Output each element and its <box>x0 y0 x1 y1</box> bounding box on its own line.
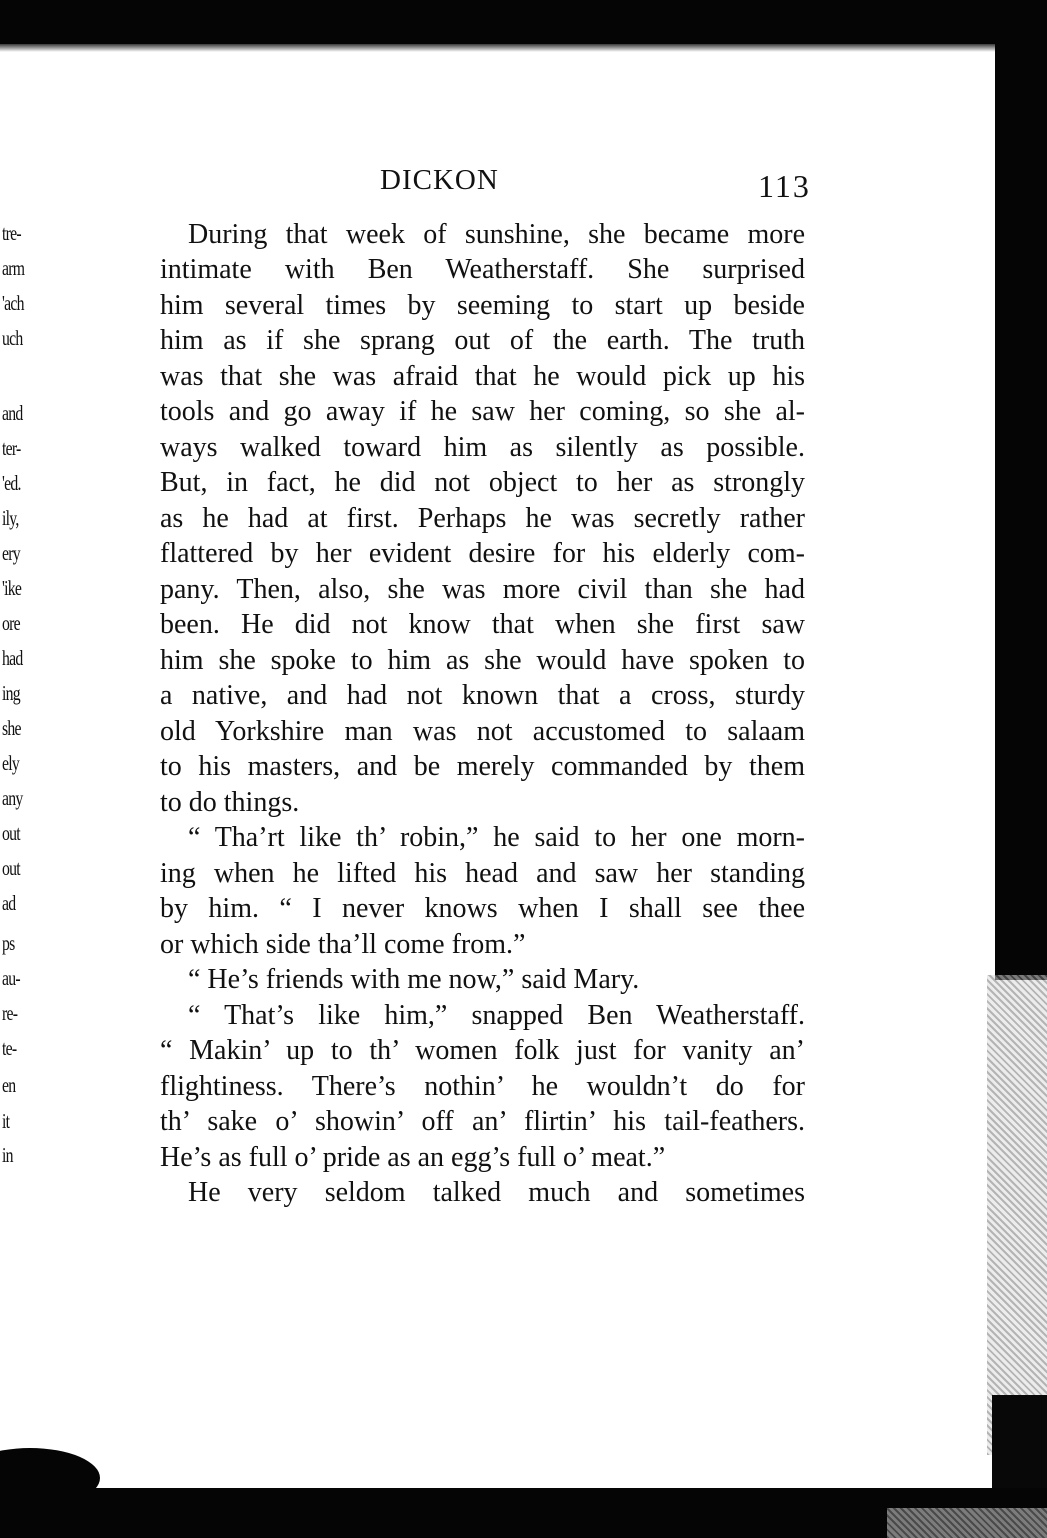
text-line: But, in fact, he did not object to her as strongly <box>160 467 805 498</box>
text-line: He very seldom talked much and sometimes <box>188 1177 805 1208</box>
text-line: him as if she sprang out of the earth. The truth <box>160 325 805 356</box>
facing-fragment: out <box>2 856 20 880</box>
facing-fragment: arm <box>2 256 25 280</box>
facing-fragment: ery <box>2 541 20 565</box>
page-number: 113 <box>758 168 811 204</box>
text-line: intimate with Ben Weatherstaff. She surprised <box>160 254 805 285</box>
facing-fragment: ad <box>2 891 16 915</box>
text-line: “ Tha’rt like th’ robin,” he said to her one morn- <box>188 822 805 853</box>
facing-fragment: uch <box>2 326 23 350</box>
scan-right-border <box>995 30 1047 980</box>
text-line: to do things. <box>160 787 300 818</box>
scan-top-shadow <box>0 44 1047 52</box>
facing-fragment: she <box>2 716 21 740</box>
facing-fragment: te- <box>2 1036 17 1060</box>
text-line: ways walked toward him as silently as possible. <box>160 432 805 463</box>
text-line: During that week of sunshine, she became more <box>188 219 805 250</box>
facing-fragment: ter- <box>2 436 21 460</box>
facing-fragment: ely <box>2 751 19 775</box>
text-line: “ Makin’ up to th’ women folk just for vanity an’ <box>160 1035 805 1066</box>
facing-fragment: ing <box>2 681 20 705</box>
scan-right-noise <box>987 975 1047 1455</box>
facing-fragment: out <box>2 821 20 845</box>
facing-fragment: and <box>2 401 23 425</box>
text-line: to his masters, and be merely commanded by them <box>160 751 805 782</box>
text-line: flightiness. There’s nothin’ he wouldn’t do for <box>160 1071 805 1102</box>
running-head-title: DICKON <box>380 164 499 196</box>
text-line: or which side tha’ll come from.” <box>160 929 526 960</box>
facing-fragment: 'ed. <box>2 471 21 495</box>
text-line: ing when he lifted his head and saw her standing <box>160 858 805 889</box>
text-line: “ He’s friends with me now,” said Mary. <box>188 964 640 995</box>
facing-fragment: au- <box>2 966 20 990</box>
text-line: was that she was afraid that he would pick up his <box>160 361 805 392</box>
text-line: by him. “ I never knows when I shall see thee <box>160 893 805 924</box>
text-line: tools and go away if he saw her coming, so she al- <box>160 396 805 427</box>
facing-fragment: had <box>2 646 23 670</box>
scan-bottom-noise <box>887 1508 1047 1538</box>
text-line: He’s as full o’ pride as an egg’s full o’ meat.” <box>160 1142 666 1173</box>
facing-fragment: in <box>2 1143 13 1167</box>
text-line: “ That’s like him,” snapped Ben Weatherstaff. <box>188 1000 805 1031</box>
facing-fragment: ily, <box>2 506 19 530</box>
scan-top-border <box>0 0 1047 44</box>
facing-fragment: tre- <box>2 221 21 245</box>
text-line: a native, and had not known that a cross, sturdy <box>160 680 805 711</box>
scan-right-corner <box>992 1395 1047 1490</box>
facing-fragment: ps <box>2 931 15 955</box>
text-line: him she spoke to him as she would have spoken to <box>160 645 805 676</box>
facing-fragment: any <box>2 786 23 810</box>
text-line: old Yorkshire man was not accustomed to salaam <box>160 716 805 747</box>
facing-fragment: it <box>2 1109 10 1133</box>
text-line: him several times by seeming to start up beside <box>160 290 805 321</box>
facing-fragment: en <box>2 1073 16 1097</box>
text-line: been. He did not know that when she first saw <box>160 609 805 640</box>
facing-fragment: ore <box>2 611 20 635</box>
text-line: th’ sake o’ showin’ off an’ flirtin’ his tail-feathers. <box>160 1106 805 1137</box>
text-line: as he had at first. Perhaps he was secretly rather <box>160 503 805 534</box>
text-line: flattered by her evident desire for his elderly com- <box>160 538 805 569</box>
facing-fragment: re- <box>2 1001 18 1025</box>
facing-fragment: 'ach <box>2 291 24 315</box>
text-line: pany. Then, also, she was more civil than she had <box>160 574 805 605</box>
facing-fragment: 'ike <box>2 576 22 600</box>
